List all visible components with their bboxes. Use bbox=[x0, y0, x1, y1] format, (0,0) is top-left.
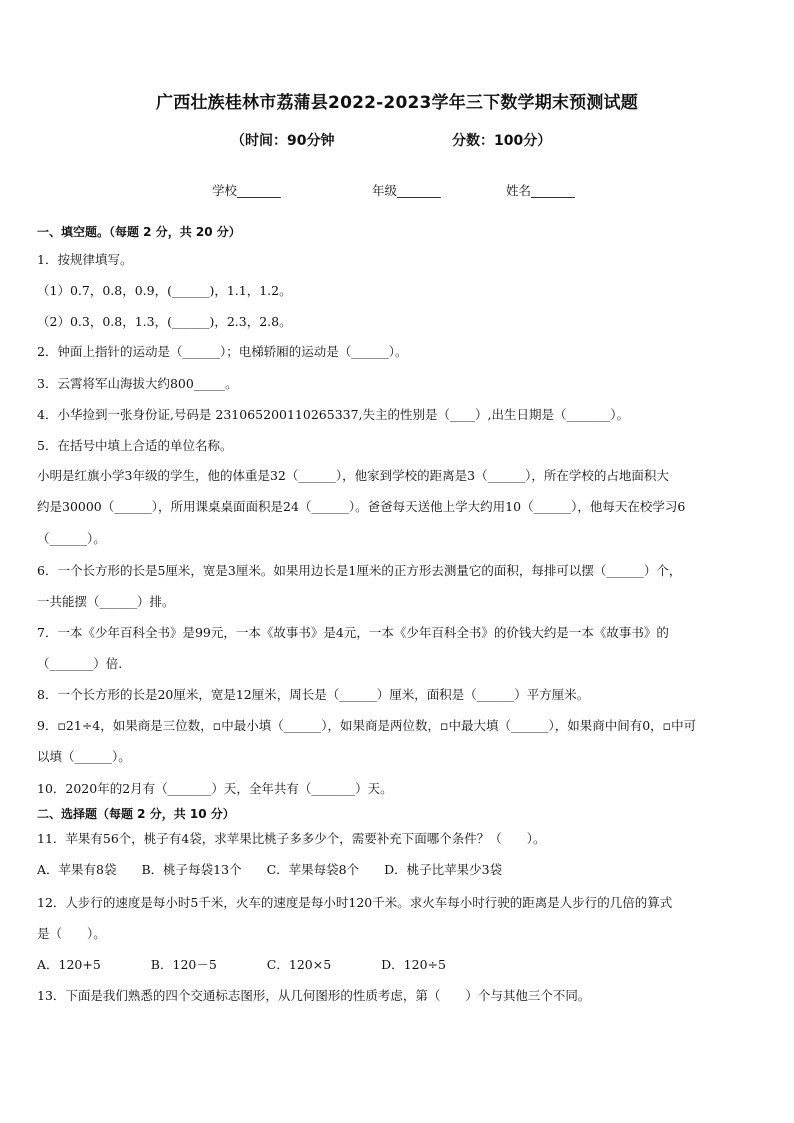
question-line: 3．云霄将军山海拔大约800_____。 bbox=[37, 376, 238, 391]
choice-options: A．苹果有8袋 B．桃子每袋13个 C．苹果每袋8个 D．桃子比苹果少3袋 bbox=[37, 862, 503, 877]
question-line: 13．下面是我们熟悉的四个交通标志图形，从几何图形的性质考虑，第（ ）个与其他三个不同。 bbox=[37, 988, 591, 1003]
school-field[interactable]: 学校_______ bbox=[212, 183, 281, 198]
question-line: 以填（______）。 bbox=[37, 749, 131, 764]
question-line: 6．一个长方形的长是5厘米，宽是3厘米。如果用边长是1厘米的正方形去测量它的面积，每排可以摆（______）个， bbox=[37, 563, 682, 578]
question-line: （2）0.3，0.8，1.3，(______)，2.3，2.8。 bbox=[37, 314, 292, 329]
total-score: 分数：100分） bbox=[452, 133, 552, 149]
question-line: 约是30000（______），所用课桌桌面面积是24（______）。爸爸每天送他上学大约用10（______），他每天在校学习6 bbox=[37, 499, 686, 514]
question-line: 小明是红旗小学3年级的学生，他的体重是32（______），他家到学校的距离是3（______），所在学校的占地面积大 bbox=[37, 468, 669, 483]
choice-options: A．120+5 B．120－5 C．120×5 D．120÷5 bbox=[37, 957, 446, 972]
question-line: （_______）倍. bbox=[37, 656, 123, 671]
question-line: 5．在括号中填上合适的单位名称。 bbox=[37, 438, 233, 453]
question-line: 1．按规律填写。 bbox=[37, 252, 133, 267]
question-line: 8．一个长方形的长是20厘米，宽是12厘米，周长是（______）厘米，面积是（______）平方厘米。 bbox=[37, 687, 590, 702]
question-line: （1）0.7，0.8，0.9，(______)，1.1，1.2。 bbox=[37, 283, 292, 298]
question-line: 9．▫21÷4，如果商是三位数，▫中最小填（______），如果商是两位数，▫中最大填（______），如果商中间有0，▫中可 bbox=[37, 718, 697, 733]
section-heading-multiple-choice: 二、选择题（每题 2 分，共 10 分） bbox=[37, 807, 235, 821]
time-limit: （时间：90分钟 bbox=[231, 133, 335, 149]
question-line: 10．2020年的2月有（_______）天，全年共有（_______）天。 bbox=[37, 781, 393, 796]
section-heading-fill-in: 一、填空题。（每题 2 分，共 20 分） bbox=[37, 225, 241, 239]
question-line: 12．人步行的速度是每小时5千米，火车的速度是每小时120千米。求火车每小时行驶的距离是人步行的几倍的算式 bbox=[37, 895, 673, 910]
question-line: （______）。 bbox=[37, 531, 106, 546]
name-field[interactable]: 姓名_______ bbox=[506, 183, 575, 198]
question-line: 一共能摆（______）排。 bbox=[37, 594, 175, 609]
exam-title: 广西壮族桂林市荔蒲县2022-2023学年三下数学期末预测试题 bbox=[156, 93, 638, 113]
question-line: 7．一本《少年百科全书》是99元，一本《故事书》是4元，一本《少年百科全书》的价钱大约是一本《故事书》的 bbox=[37, 625, 669, 640]
question-line: 是（ ）。 bbox=[37, 926, 106, 941]
question-line: 2．钟面上指针的运动是（______）；电梯轿厢的运动是（______）。 bbox=[37, 344, 408, 359]
question-line: 4．小华捡到一张身份证,号码是 231065200110265337,失主的性别是（____）,出生日期是（_______）。 bbox=[37, 407, 629, 422]
question-line: 11．苹果有56个，桃子有4袋，求苹果比桃子多多少个，需要补充下面哪个条件？（ ）。 bbox=[37, 831, 546, 846]
grade-field[interactable]: 年级_______ bbox=[372, 183, 441, 198]
